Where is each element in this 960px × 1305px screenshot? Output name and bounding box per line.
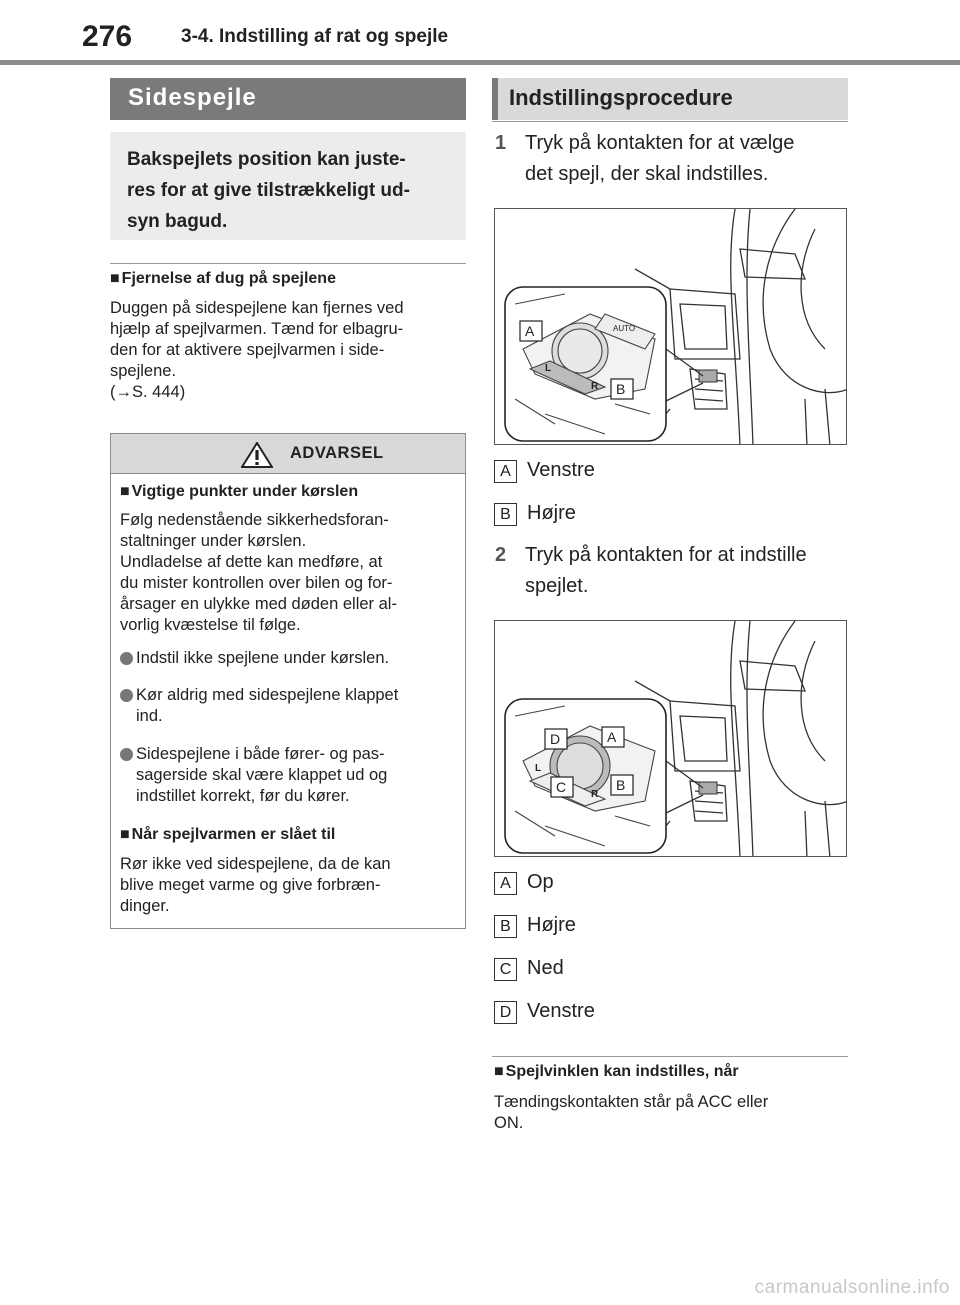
callout-d: D xyxy=(550,731,561,747)
warning-triangle-icon xyxy=(241,442,273,468)
bullet-item xyxy=(120,648,389,669)
text-line: staltninger under kørslen. xyxy=(120,532,307,550)
mirror-switch-illustration xyxy=(495,621,847,857)
legend-key: B xyxy=(494,915,517,938)
text-line: Duggen på sidespejlene kan fjernes ved xyxy=(110,299,404,317)
text-line: Sidespejlene i både fører- og pas- xyxy=(136,745,385,763)
callout-a: A xyxy=(607,729,617,745)
text-line: dinger. xyxy=(120,897,170,915)
square-marker-icon: ■ xyxy=(120,483,130,500)
summary-box xyxy=(110,132,466,240)
callout-c: C xyxy=(556,779,567,795)
callout-b: B xyxy=(616,381,626,397)
legend-key: C xyxy=(494,958,517,981)
text-line: det spejl, der skal indstilles. xyxy=(525,163,769,185)
square-marker-icon: ■ xyxy=(110,270,120,287)
step-1 xyxy=(495,128,794,190)
right-switch-label: R xyxy=(591,381,599,392)
legend-label: Venstre xyxy=(527,1000,595,1022)
text-line: indstillet korrekt, før du kører. xyxy=(136,787,350,805)
text-line: den for at aktivere spejlvarmen i side- xyxy=(110,341,385,359)
bullet-item xyxy=(120,685,398,727)
step-number: 1 xyxy=(495,132,507,154)
text-line: du mister kontrollen over bilen og for- xyxy=(120,574,393,592)
legend-label: Op xyxy=(527,871,554,893)
angle-paragraph xyxy=(494,1092,768,1134)
driving-paragraph xyxy=(120,510,397,636)
subheading-defog xyxy=(110,270,336,288)
watermark: carmanualsonline.info xyxy=(754,1277,950,1298)
mirror-switch-illustration xyxy=(495,209,847,445)
legend-label: Højre xyxy=(527,502,576,524)
legend-label: Ned xyxy=(527,957,564,979)
text-line: årsager en ulykke med døden eller al- xyxy=(120,595,397,613)
legend-key: A xyxy=(494,872,517,895)
page-reference-link[interactable]: (→S. 444) xyxy=(110,383,186,401)
square-marker-icon: ■ xyxy=(120,826,130,843)
header-divider xyxy=(0,60,960,65)
defog-paragraph xyxy=(110,298,404,403)
warning-header xyxy=(111,434,465,474)
bullet-dot-icon xyxy=(120,748,133,761)
text-line: ind. xyxy=(136,707,163,725)
mirror-switch-figure-2 xyxy=(494,620,847,857)
divider xyxy=(492,1056,848,1057)
section-title: Indstillingsprocedure xyxy=(509,85,733,110)
auto-switch-label: AUTO xyxy=(613,324,636,333)
subheading-heater xyxy=(120,826,335,844)
warning-title: ADVARSEL xyxy=(290,444,384,462)
text-line: spejlet. xyxy=(525,575,589,597)
step-number: 2 xyxy=(495,544,507,566)
legend-label: Venstre xyxy=(527,459,595,481)
divider xyxy=(110,263,466,264)
text-line: Tryk på kontakten for at indstille xyxy=(525,544,807,566)
summary-line: res for at give tilstrækkeligt ud- xyxy=(127,180,410,201)
bullet-dot-icon xyxy=(120,652,133,665)
subheading-driving xyxy=(120,483,358,501)
legend-key: B xyxy=(494,503,517,526)
square-marker-icon: ■ xyxy=(494,1063,504,1080)
warning-box xyxy=(110,433,466,929)
text-line: Rør ikke ved sidespejlene, da de kan xyxy=(120,855,391,873)
text-line: Undladelse af dette kan medføre, at xyxy=(120,553,383,571)
callout-a: A xyxy=(525,323,535,339)
callout-b: B xyxy=(616,777,626,793)
text-line: Tændingskontakten står på ACC eller xyxy=(494,1093,769,1111)
page-number: 276 xyxy=(82,20,133,53)
section-title: Sidespejle xyxy=(128,84,257,111)
mirror-switch-figure-1 xyxy=(494,208,847,445)
section-heading-sidespejle xyxy=(110,78,466,120)
divider xyxy=(492,121,848,122)
summary-line: Bakspejlets position kan juste- xyxy=(127,149,406,170)
subheading-text: Fjernelse af dug på spejlene xyxy=(121,270,336,287)
text-line: Indstil ikke spejlene under kørslen. xyxy=(136,649,390,667)
step-2 xyxy=(495,540,807,602)
text-line: Kør aldrig med sidespejlene klappet xyxy=(136,686,399,704)
text-line: sagerside skal være klappet ud og xyxy=(136,766,388,784)
text-line: spejlene. xyxy=(110,362,177,380)
subheading-text: Spejlvinklen kan indstilles, når xyxy=(505,1063,739,1080)
legend-label: Højre xyxy=(527,914,576,936)
legend-key: A xyxy=(494,460,517,483)
text-line: ON. xyxy=(494,1114,524,1132)
subheading-text: Når spejlvarmen er slået til xyxy=(131,826,336,843)
bullet-dot-icon xyxy=(120,689,133,702)
subheading-text: Vigtige punkter under kørslen xyxy=(131,483,359,500)
chapter-title: 3-4. Indstilling af rat og spejle xyxy=(181,26,449,47)
legend-key: D xyxy=(494,1001,517,1024)
section-heading-procedure xyxy=(492,78,848,120)
text-line: vorlig kvæstelse til følge. xyxy=(120,616,301,634)
text-line: hjælp af spejlvarmen. Tænd for elbagru- xyxy=(110,320,404,338)
heading-accent-bar xyxy=(492,78,498,120)
subheading-angle xyxy=(494,1063,739,1081)
left-switch-label: L xyxy=(545,363,552,374)
heater-paragraph xyxy=(120,854,391,917)
text-line: blive meget varme og give forbræn- xyxy=(120,876,381,894)
text-line: Tryk på kontakten for at vælge xyxy=(525,132,795,154)
left-switch-label: L xyxy=(535,763,542,774)
summary-line: syn bagud. xyxy=(127,211,228,232)
bullet-item xyxy=(120,744,387,807)
right-switch-label: R xyxy=(591,789,599,800)
text-line: Følg nedenstående sikkerhedsforan- xyxy=(120,511,389,529)
